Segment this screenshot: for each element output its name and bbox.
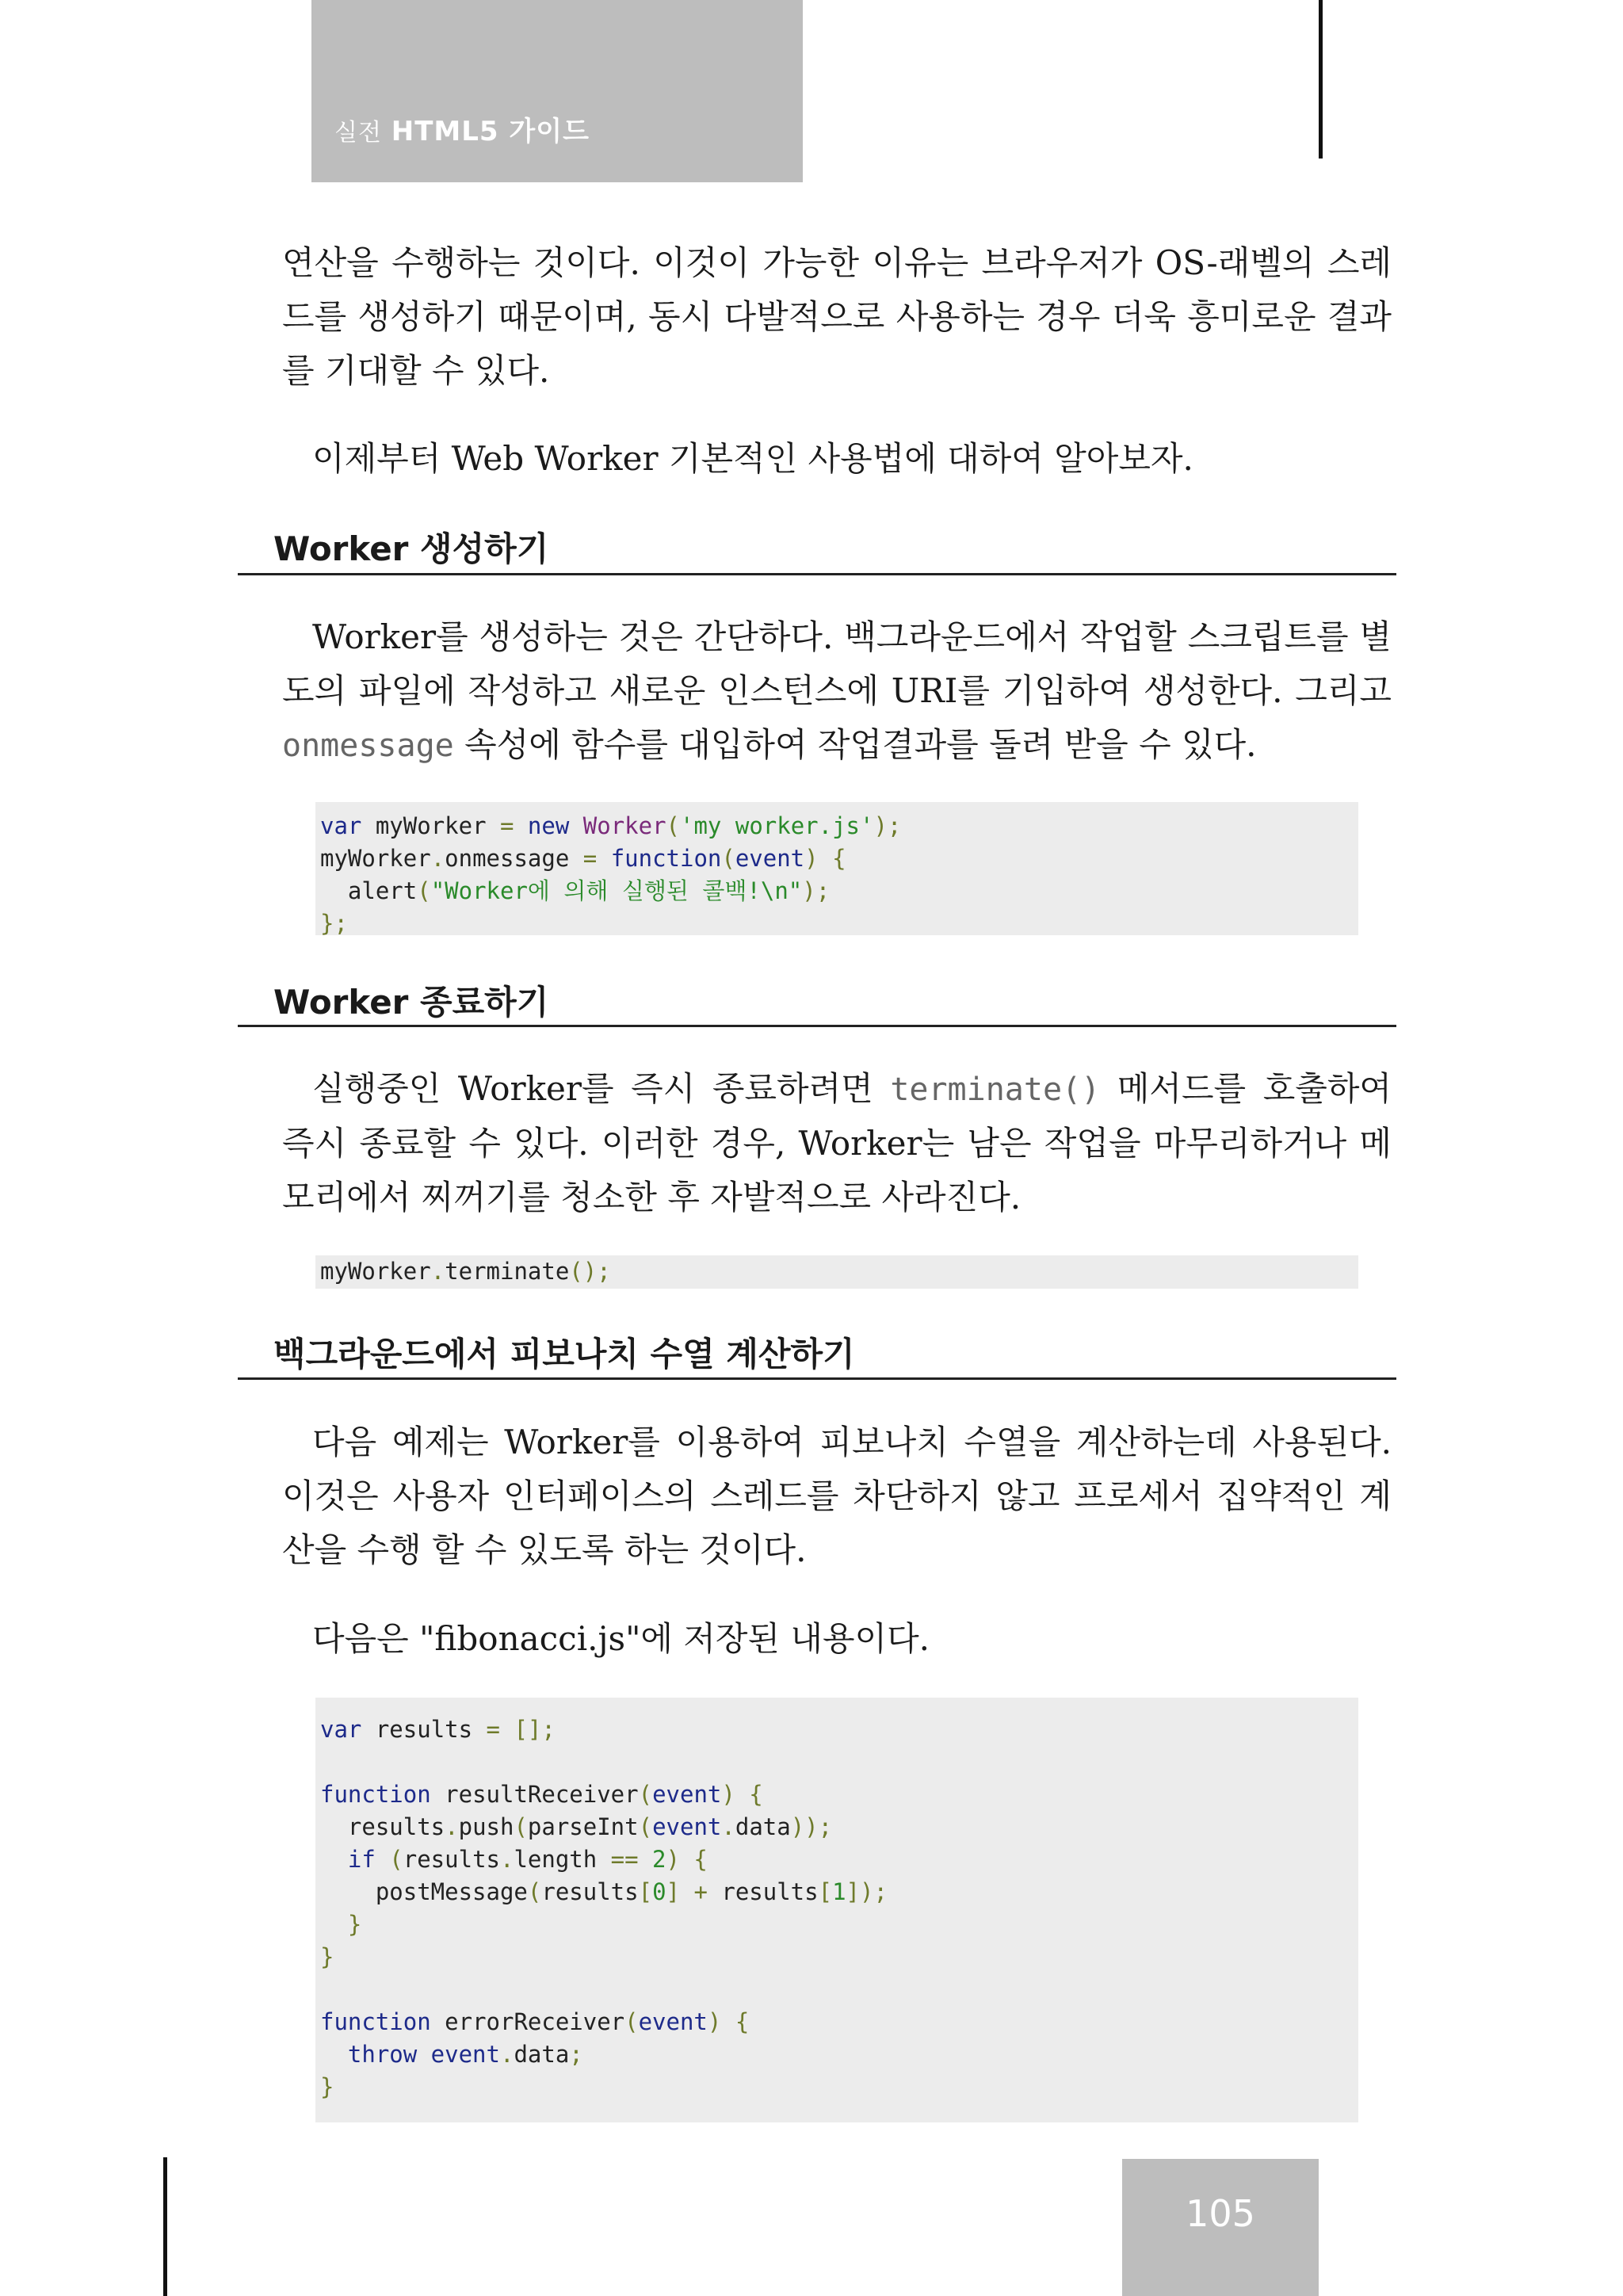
code-token: ) { [804, 845, 846, 872]
code-token: ( [666, 812, 681, 839]
code-token: results [707, 1878, 819, 1905]
code-token: resultReceiver [430, 1781, 639, 1808]
code-token: if [320, 1846, 376, 1873]
header-title [334, 109, 590, 148]
paragraph-fibonacci-file: 다음은 "fibonacci.js"에 저장된 내용이다. [312, 1619, 930, 1658]
code-token: . [430, 1258, 445, 1285]
code-token: ( [514, 1813, 528, 1840]
code-token: myWorker [361, 812, 500, 839]
code-token: (); [569, 1258, 611, 1285]
code-token: + [693, 1878, 708, 1905]
code-block-fibonacci [315, 1698, 1358, 2122]
code-token: postMessage [320, 1878, 528, 1905]
header-tab [311, 0, 803, 182]
code-token: ]); [846, 1878, 888, 1905]
heading-rule [238, 1025, 1396, 1027]
code-token: results [541, 1878, 639, 1905]
paragraph-fibonacci: 다음 예제는 Worker를 이용하여 피보나치 수열을 계산하는데 사용된다. 이것은 사용자 인터페이스의 스레드를 차단하지 않고 프로세서 집약적인 계산을 수행 할 수 있도록 하는 것이다. [282, 1423, 1392, 1569]
header-title-small: 실전 [334, 119, 382, 147]
code-token: push [458, 1813, 514, 1840]
top-vertical-rule [1319, 0, 1323, 159]
code-token: ) { [707, 2008, 750, 2035]
code-token: . [445, 1813, 459, 1840]
code-token: ( [624, 2008, 639, 2035]
code-token: ; [569, 2041, 583, 2068]
code-token: results [403, 1846, 500, 1873]
code-token: == [610, 1846, 639, 1873]
code-token: 2 [638, 1846, 666, 1873]
code-token: alert [320, 877, 418, 904]
code-token: = [582, 845, 598, 872]
code-token: = [486, 1716, 500, 1743]
code-token: )); [790, 1813, 833, 1840]
heading-rule [238, 1377, 1396, 1380]
code-token: throw [320, 2041, 418, 2068]
paragraph-terminate-worker [282, 1062, 1392, 1224]
heading-create-worker: Worker 생성하기 [273, 529, 549, 568]
page-number: 105 [1186, 2192, 1255, 2235]
paragraph-text: 메서드를 호출하여 즉시 종료할 수 있다. 이러한 경우, Worker는 남은 작업을 마무리하거나 메모리에서 찌꺼기를 청소한 후 자발적으로 사라진다. [282, 1069, 1392, 1217]
heading-fibonacci: 백그라운드에서 피보나치 수열 계산하기 [273, 1335, 855, 1373]
heading-terminate-worker: Worker 종료하기 [273, 983, 549, 1022]
code-token: }; [320, 910, 348, 937]
code-token: event [638, 2008, 708, 2035]
code-token: ( [721, 845, 735, 872]
code-token: function [320, 2008, 431, 2035]
paragraph-intro: 연산을 수행하는 것이다. 이것이 가능한 이유는 브라우저가 OS-래벨의 스레드를 생성하기 때문이며, 동시 다발적으로 사용하는 경우 더욱 흥미로운 결과를 기대할 수 있다. [282, 243, 1392, 390]
code-token: ); [873, 812, 902, 839]
code-block-create-worker [315, 802, 1358, 935]
code-token: ) { [721, 1781, 763, 1808]
page-number-tab [1122, 2159, 1319, 2296]
code-token: . [721, 1813, 735, 1840]
code-token: new [514, 812, 583, 839]
code-token: } [320, 1943, 334, 1970]
code-token: function [597, 845, 722, 872]
code-token: function [320, 1781, 431, 1808]
code-token: ) { [666, 1846, 708, 1873]
paragraph-text: Worker를 생성하는 것은 간단하다. 백그라운드에서 작업할 스크립트를 별도의 파일에 작성하고 새로운 인스턴스에 URI를 기입하여 생성한다. 그리고 [282, 617, 1392, 710]
bottom-vertical-rule [163, 2157, 167, 2296]
code-token: ( [375, 1846, 403, 1873]
code-token: . [499, 1846, 514, 1873]
code-token: myWorker [320, 845, 431, 872]
code-token: parseInt [527, 1813, 639, 1840]
code-token: ( [527, 1878, 542, 1905]
paragraph-text: 속성에 함수를 대입하여 작업결과를 돌려 받을 수 있다. [464, 725, 1257, 764]
heading-rule [238, 573, 1396, 575]
code-token: ); [802, 877, 831, 904]
code-token: 0 [652, 1878, 666, 1905]
inline-code-terminate: terminate() [890, 1072, 1101, 1108]
code-token: event [735, 845, 805, 872]
code-token: []; [500, 1716, 556, 1743]
code-token: . [499, 2041, 514, 2068]
code-token: data [735, 1813, 791, 1840]
code-token: var [320, 812, 362, 839]
code-token: errorReceiver [430, 2008, 625, 2035]
code-token: onmessage [445, 845, 583, 872]
code-token: event [652, 1781, 722, 1808]
code-token: = [500, 812, 514, 839]
code-token: 'my worker.js' [680, 812, 874, 839]
code-token: Worker [582, 812, 666, 839]
code-token: results [320, 1813, 445, 1840]
code-block-terminate [315, 1255, 1358, 1289]
code-token: ] [666, 1878, 694, 1905]
code-token: event [417, 2041, 500, 2068]
code-token: results [361, 1716, 487, 1743]
code-token: [ [818, 1878, 833, 1905]
header-title-main: HTML5 가이드 [391, 116, 590, 147]
paragraph-lead: 이제부터 Web Worker 기본적인 사용법에 대하여 알아보자. [312, 439, 1193, 478]
code-token: [ [638, 1878, 653, 1905]
code-token: } [320, 2073, 334, 2100]
code-token: . [430, 845, 445, 872]
paragraph-create-worker [282, 610, 1392, 773]
code-token: ( [638, 1813, 653, 1840]
code-token: terminate [445, 1258, 570, 1285]
code-token: 1 [832, 1878, 846, 1905]
code-token: length [514, 1846, 611, 1873]
paragraph-text: 실행중인 Worker를 즉시 종료하려면 [312, 1069, 873, 1108]
code-token: event [652, 1813, 722, 1840]
code-token: ( [638, 1781, 653, 1808]
code-token: } [320, 1911, 362, 1938]
inline-code-onmessage: onmessage [282, 728, 454, 764]
code-token: "Worker에 의해 실행된 콜백!\n" [430, 877, 803, 904]
code-token: var [320, 1716, 362, 1743]
code-token: myWorker [320, 1258, 431, 1285]
code-token: data [514, 2041, 570, 2068]
code-token: ( [417, 877, 431, 904]
